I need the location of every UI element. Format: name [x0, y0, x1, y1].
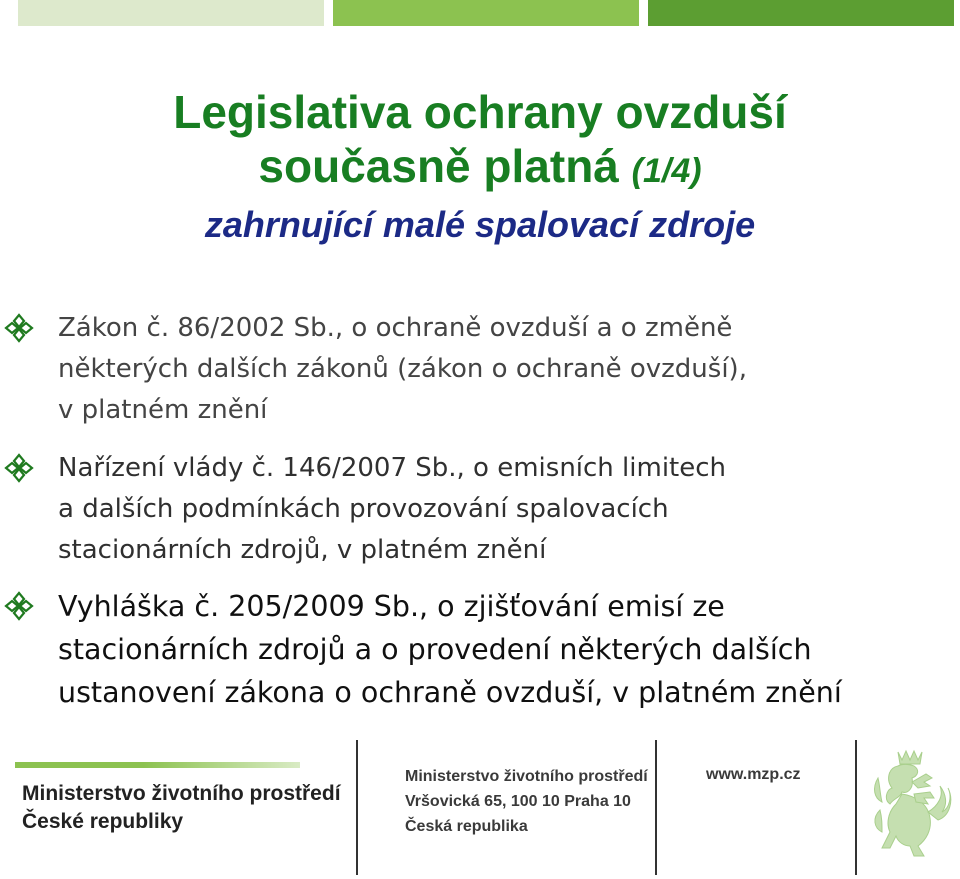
ministry-logo-text [22, 780, 341, 836]
list-item [0, 448, 960, 571]
header-stripe-medium [333, 0, 639, 26]
slide-title [0, 85, 960, 248]
header-stripe-dark [648, 0, 954, 26]
header-stripes [0, 0, 960, 26]
item-line: Nařízení vlády č. 146/2007 Sb., o emisních limitech [58, 453, 727, 483]
item-line: stacionárních zdrojů a o provedení některých dalších [58, 633, 812, 666]
website-link[interactable]: www.mzp.cz [706, 766, 801, 783]
ministry-address [405, 764, 648, 839]
list-item [0, 585, 960, 714]
footer-divider [655, 740, 657, 875]
item-line: a dalších podmínkách provozování spalovacích [58, 494, 669, 524]
ministry-name: Ministerstvo životního prostředí [22, 782, 341, 805]
diamond-bullet-icon [4, 591, 34, 621]
diamond-bullet-icon [4, 453, 34, 483]
item-line: Vyhláška č. 205/2009 Sb., o zjišťování emisí ze [58, 590, 725, 623]
item-line: v platném znění [58, 395, 268, 425]
diamond-bullet-icon [4, 313, 34, 343]
address-line: Ministerstvo životního prostředí [405, 768, 648, 785]
item-line: ustanovení zákona o ochraně ovzduší, v platném znění [58, 676, 842, 709]
footer-logo-stripe [15, 762, 300, 768]
item-line: Zákon č. 86/2002 Sb., o ochraně ovzduší a o změně [58, 313, 733, 343]
ministry-country: České republiky [22, 810, 184, 833]
item-line: některých dalších zákonů (zákon o ochraně ovzduší), [58, 354, 747, 384]
title-part-number: (1/4) [631, 152, 702, 190]
title-line-1: Legislativa ochrany ovzduší [173, 86, 787, 138]
address-line: Česká republika [405, 818, 528, 835]
footer-divider [855, 740, 857, 875]
header-stripe-light [18, 0, 324, 26]
lion-emblem-icon [868, 748, 952, 860]
title-line-2-main: současně platná [258, 140, 619, 192]
item-line: stacionárních zdrojů, v platném znění [58, 535, 547, 565]
footer [0, 740, 960, 879]
slide-subtitle: zahrnující malé spalovací zdroje [204, 204, 756, 245]
address-line: Vršovická 65, 100 10 Praha 10 [405, 793, 631, 810]
list-item [0, 308, 960, 431]
footer-divider [356, 740, 358, 875]
legislation-list [0, 308, 960, 714]
title-line-2 [0, 139, 960, 198]
